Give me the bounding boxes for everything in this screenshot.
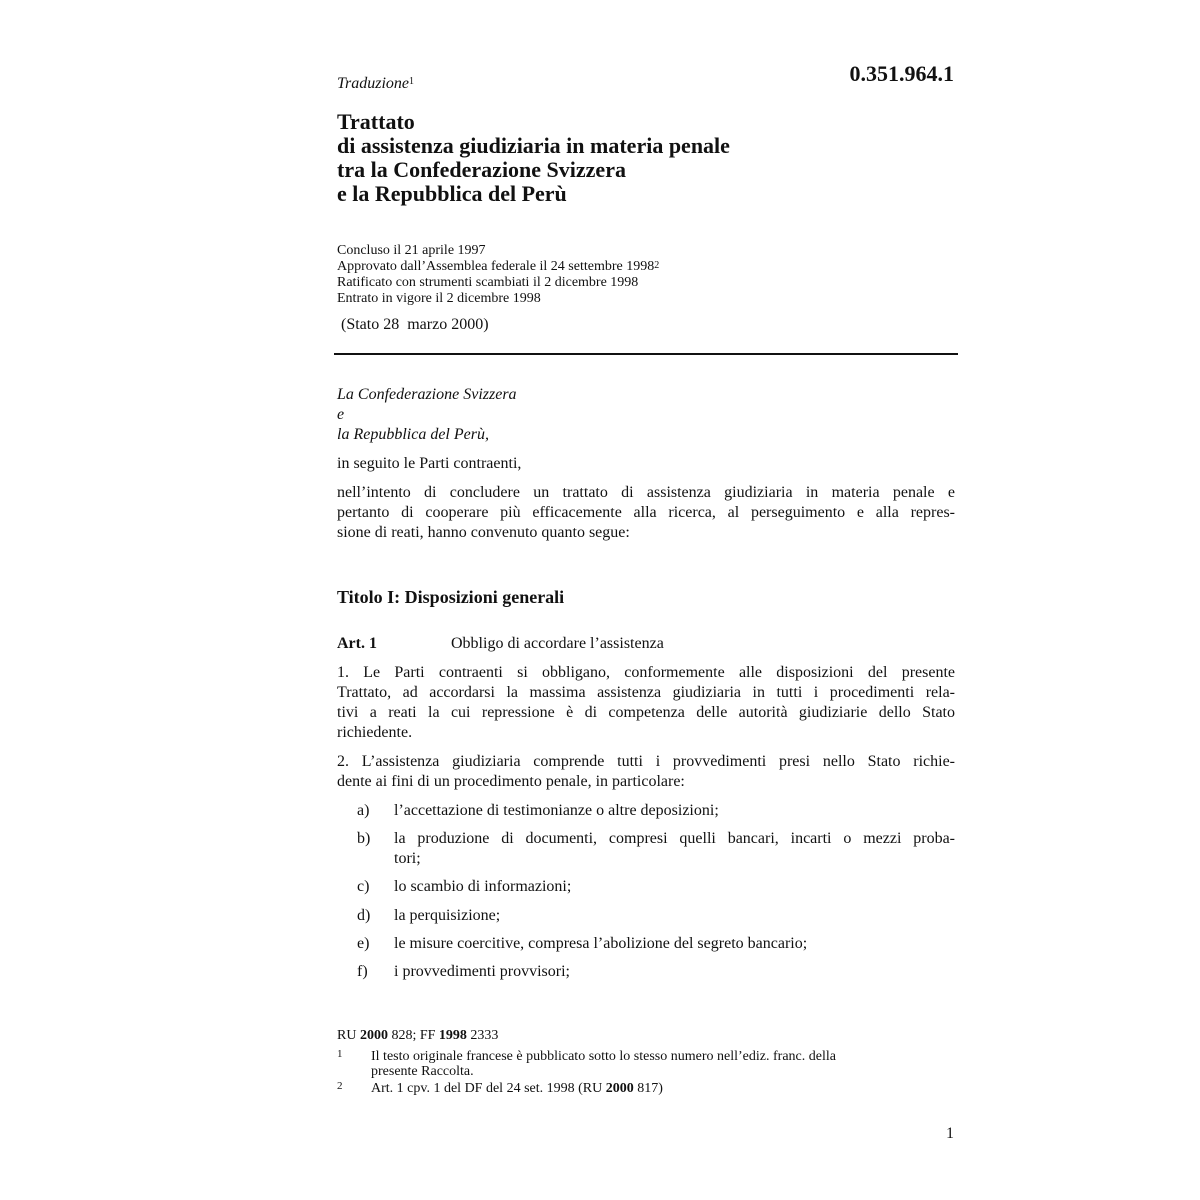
footnote-number: 2: [337, 1080, 343, 1092]
list-item-text: le misure coercitive, compresa l’abolizione del segreto bancario;: [394, 935, 808, 952]
text-line: richiedente.: [337, 724, 413, 741]
text-line: sione di reati, hanno convenuto quanto segue:: [337, 524, 630, 541]
list-item-text: la perquisizione;: [394, 907, 501, 924]
preamble-hereafter: in seguito le Parti contraenti,: [337, 455, 522, 472]
article-title: Obbligo di accordare l’assistenza: [451, 635, 664, 652]
list-item: [357, 877, 955, 897]
footnote-ref-1[interactable]: 1: [409, 76, 415, 87]
title-line: e la Repubblica del Perù: [337, 181, 567, 206]
text-line: Il testo originale francese è pubblicato sotto lo stesso numero nell’ediz. franc. della: [371, 1049, 836, 1064]
footnote-text-prefix: Art. 1 cpv. 1 del DF del 24 set. 1998 (RU: [371, 1081, 606, 1096]
preamble-parties: [337, 385, 517, 445]
text-line: 2. L’assistenza giudiziaria comprende tutti i provvedimenti presi nello Stato richie-: [337, 753, 955, 770]
ru-mid: 828; FF: [387, 1028, 439, 1043]
text-line: Trattato, ad accordarsi la massima assistenza giudiziaria in tutti i procedimenti rela-: [337, 684, 955, 701]
list-item-text: l’accettazione di testimonianze o altre deposizioni;: [394, 802, 719, 819]
ff-page: 2333: [466, 1028, 499, 1043]
footnote-text-suffix: 817): [633, 1081, 663, 1096]
footnote-number: 1: [337, 1048, 343, 1060]
text-line: 1. Le Parti contraenti si obbligano, conformemente alle disposizioni del presente: [337, 664, 955, 681]
title-line: di assistenza giudiziaria in materia penale: [337, 133, 730, 158]
ratified-date: Ratificato con strumenti scambiati il 2 dicembre 1998: [337, 275, 639, 290]
list-item: [357, 801, 955, 821]
list-item-letter: e): [357, 935, 370, 952]
footnote-text-bold: 2000: [605, 1081, 634, 1096]
article-number: Art. 1: [337, 635, 377, 652]
list-item: [357, 829, 955, 869]
list-item: [357, 934, 955, 954]
footnote-text: [371, 1081, 917, 1096]
footnote-1: [337, 1049, 917, 1079]
approved-date: [337, 259, 659, 275]
list-item-letter: f): [357, 963, 368, 980]
text-line: pertanto di cooperare più efficacemente alla ricerca, al perseguimento e alla repres-: [337, 504, 955, 521]
text-line: tori;: [394, 850, 421, 867]
title-line: tra la Confederazione Svizzera: [337, 157, 626, 182]
title-line: Trattato: [337, 109, 415, 134]
list-item-letter: b): [357, 830, 371, 847]
horizontal-rule: [334, 353, 958, 355]
concluded-date: Concluso il 21 aprile 1997: [337, 243, 486, 258]
footnote-2: [337, 1081, 917, 1096]
list-item-text: lo scambio di informazioni;: [394, 878, 572, 895]
translation-label: [337, 74, 414, 94]
publication-reference: [337, 1027, 498, 1045]
footnote-text: [371, 1049, 917, 1079]
document-title: [337, 110, 730, 206]
page-number: 1: [946, 1125, 954, 1142]
list-item-text: i provvedimenti provvisori;: [394, 963, 570, 980]
in-force-date: Entrato in vigore il 2 dicembre 1998: [337, 291, 541, 306]
treaty-metadata: [337, 243, 659, 307]
list-item-letter: d): [357, 907, 371, 924]
ru-year: 2000: [359, 1028, 388, 1043]
translation-text: Traduzione: [337, 75, 410, 92]
footnote-ref-2[interactable]: 2: [654, 260, 660, 271]
article-paragraph-1: [337, 663, 955, 743]
preamble-intent: [337, 483, 955, 543]
text-line: la produzione di documenti, compresi quelli bancari, incarti o mezzi proba-: [394, 830, 955, 847]
text-line: tivi a reati la cui repressione è di competenza delle autorità giudiziarie dello Stato: [337, 704, 955, 721]
list-item-letter: c): [357, 878, 370, 895]
article-paragraph-2: [337, 752, 955, 792]
document-number: 0.351.964.1: [849, 61, 954, 86]
ru-prefix: RU: [337, 1028, 360, 1043]
text-line: nell’intento di concludere un trattato di assistenza giudiziaria in materia penale e: [337, 484, 955, 501]
list-item-letter: a): [357, 802, 370, 819]
approved-text: Approvato dall’Assemblea federale il 24 settembre 1998: [337, 259, 655, 274]
party-2: la Repubblica del Perù,: [337, 426, 489, 443]
list-item-text: [394, 829, 955, 869]
text-line: presente Raccolta.: [371, 1064, 474, 1079]
status-date: (Stato 28 marzo 2000): [341, 316, 489, 333]
ff-year: 1998: [438, 1028, 467, 1043]
list-item: [357, 962, 955, 982]
section-heading: Titolo I: Disposizioni generali: [337, 587, 565, 607]
party-1: La Confederazione Svizzera: [337, 386, 517, 403]
text-line: dente ai fini di un procedimento penale, in particolare:: [337, 773, 685, 790]
party-conjunction: e: [337, 406, 345, 423]
list-item: [357, 906, 955, 926]
